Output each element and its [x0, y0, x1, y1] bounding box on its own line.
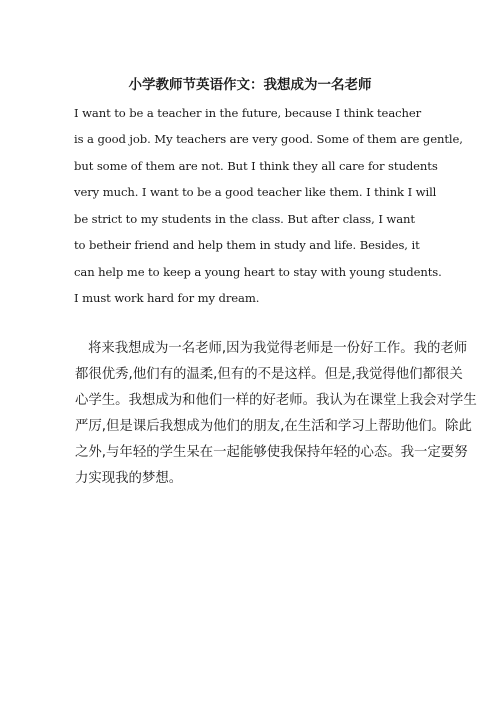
english-line: I must work hard for my dream. — [74, 291, 260, 305]
chinese-line: 力实现我的梦想。 — [75, 471, 183, 486]
english-line: is a good job. My teachers are very good. Some of them are gentle, — [74, 132, 463, 146]
english-line: to betheir friend and help them in study and life. Besides, it — [74, 238, 420, 252]
chinese-line: 之外,与年轻的学生呆在一起能够使我保持年轻的心态。我一定要努 — [75, 445, 468, 460]
chinese-line: 严厉,但是课后我想成为他们的朋友,在生活和学习上帮助他们。除此 — [75, 419, 472, 434]
english-line: I want to be a teacher in the future, because I think teacher — [74, 106, 422, 120]
chinese-line: 心学生。我想成为和他们一样的好老师。我认为在课堂上我会对学生 — [75, 393, 477, 408]
english-line: but some of them are not. But I think they all care for students — [74, 159, 438, 173]
chinese-line: 将来我想成为一名老师,因为我觉得老师是一份好工作。我的老师 — [88, 341, 468, 356]
english-line: be strict to my students in the class. But after class, I want — [74, 212, 415, 226]
english-line: can help me to keep a young heart to stay with young students. — [74, 265, 442, 279]
page-title: 小学教师节英语作文：我想成为一名老师 — [128, 77, 372, 93]
chinese-line: 都很优秀,他们有的温柔,但有的不是这样。但是,我觉得他们都很关 — [75, 367, 463, 382]
english-line: very much. I want to be a good teacher like them. I think I will — [74, 185, 437, 199]
